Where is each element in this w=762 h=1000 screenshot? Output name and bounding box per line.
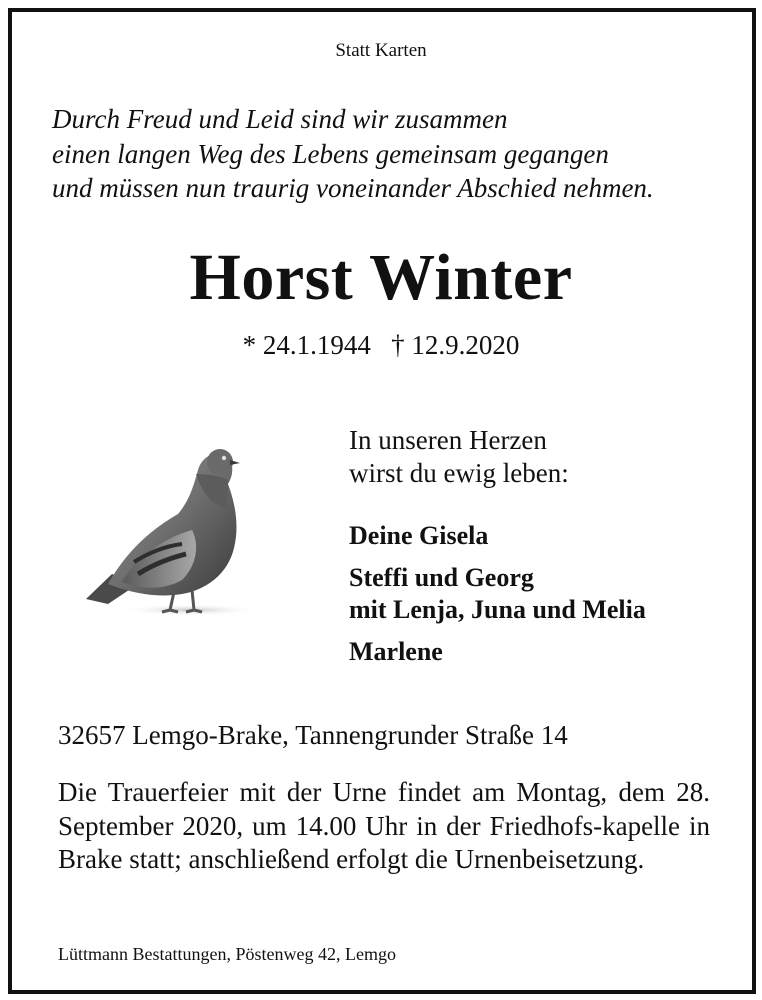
motto-line: In unseren Herzen <box>349 425 547 455</box>
poem <box>52 102 654 206</box>
life-dates: * 24.1.1944 † 12.9.2020 <box>242 330 520 360</box>
statt-karten-note: Statt Karten <box>335 40 427 61</box>
family-address: 32657 Lemgo-Brake, Tannengrunder Straße 14 <box>58 720 568 750</box>
poem-line: Durch Freud und Leid sind wir zusammen <box>52 104 508 134</box>
motto <box>349 424 569 490</box>
motto-line: wirst du ewig leben: <box>349 458 569 488</box>
dove-icon <box>78 434 258 624</box>
mourner-name: Steffi und Georg <box>349 563 534 592</box>
mourners-list <box>349 520 646 668</box>
poem-line: und müssen nun traurig voneinander Abschied nehmen. <box>52 173 654 203</box>
deceased-name: Horst Winter <box>189 241 573 314</box>
ceremony-details: Die Trauerfeier mit der Urne findet am Montag, dem 28. September 2020, um 14.00 Uhr in der Friedhofs-kapelle in Brake statt; anschließend erfolgt die Urnenbeisetzung. <box>58 777 710 874</box>
funeral-home: Lüttmann Bestattungen, Pöstenweg 42, Lemgo <box>58 944 396 964</box>
mourner-name: Marlene <box>349 637 443 666</box>
mourner-name: Deine Gisela <box>349 521 489 550</box>
mourner-name: mit Lenja, Juna und Melia <box>349 595 646 624</box>
poem-line: einen langen Weg des Lebens gemeinsam gegangen <box>52 138 609 169</box>
